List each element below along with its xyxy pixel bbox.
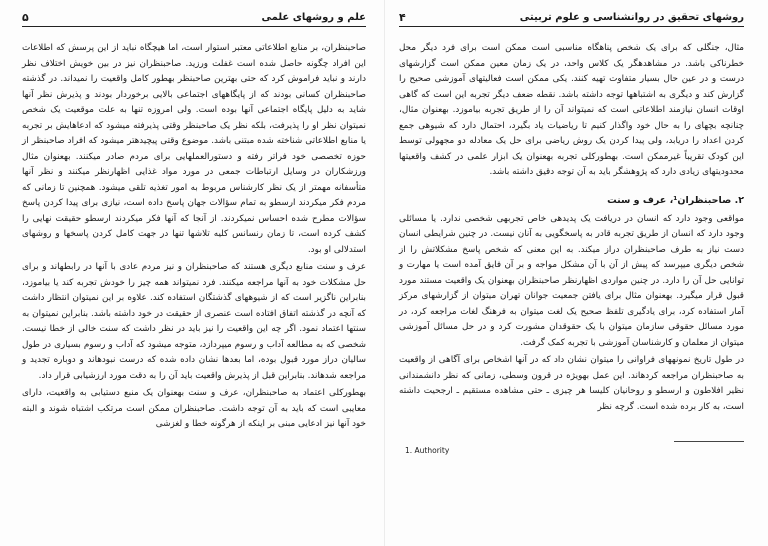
page-header: [399, 8, 744, 27]
body-paragraph: عرف و سنت منابع دیگری هستند که صاحبنظران و نیز مردم عادی با آنها در رابطهاند و برای حل مشکلات خود به آنها مراجعه میکنند. فرد نمیتواند همه چیز را خودش تجربه کند یا بیاموزد، بنابراین ناگزیر است که از شیوههای گذشتگان استفاده کند. علاوه بر این نمیتوان انتظار داشت که آنچه در گذشته اتفاق افتاده است عنصری از حقیقت در خود داشته باشد. بنابراین نمیتوان به سنتها اعتماد نمود. اگر چه این واقعیت را نیز باید در نظر داشت که سنت خالی از خطا نیست. شخصی که به مطالعه آداب و رسوم میپردازد، متوجه میشود که آداب و رسوم بسیاری در طول سالیان دراز مورد قبول بوده، اما بعدها نشان داده شده که درست نبودهاند و دوباره تجدید و مراجعه شدهاند. بنابراین قبل از پذیرش واقعیت باید آن را به دقت مورد ارزشیابی قرار داد.: [22, 262, 366, 381]
body-paragraph: صاحبنظران، بر منابع اطلاعاتی معتبر استوار است، اما هیچگاه نباید از این پرسش که اطلاعات این افراد چگونه حاصل شده است غفلت ورزید. صاحبنظران نیز در بین خویش اختلاف نظر دارند و نباید فراموش کرد که حتی بهترین صاحبنظر بهطور کامل واقعیت را نمیداند. در گذشته صاحبنظران کسانی بودند که از پایگاههای اجتماعی بالایی برخوردار بودند و پذیرش نظر آنها شاید به دلیل پایگاه اجتماعی آنها بوده است. ولی امروزه تنها به علت موقعیت یک شخص نمیتوان نظر او را پذیرفت، بلکه نظر یک صاحبنظر وقتی پذیرفته میشود که ادعاهایش بر تجربه یا منابع اطلاعاتی شناخته شده مبتنی باشد. موضوع وقتی پیچیدهتر میشود که افراد صاحبنظر از حوزه تخصصی خود فراتر رفته و دستورالعملهایی برای مردم صادر میکنند. بهعنوان مثال ورزشکاران در وسایل ارتباطات جمعی در مورد مواد غذایی اظهارنظر میکنند و نظر آنها متأسفانه مهمتر از یک نظر کارشناس مربوط به امور تغذیه تلقی میشود. همچنین تا زمانی که مردم فکر میکردند ارسطو به تمام سؤالات جهان پاسخ داده است، نیازی برای پیدا کردن پاسخ سؤالات مطرح شده احساس نمیکردند. از آنجا که آنها فکر میکردند ارسطو حقیقت نهایی را کشف کرده است، تا زمان رنسانس کلیه تلاشها تنها در جهت کامل کردن پاسخها و روشهای استدلالی او بود.: [22, 43, 366, 255]
body-paragraph: در طول تاریخ نمونههای فراوانی را میتوان نشان داد که در آنها اشخاص برای آگاهی از واقعیت به صاحبنظران مراجعه کردهاند. این عمل بهویژه در قرون وسطی، زمانی که نظر دانشمندانی نظیر افلاطون و ارسطو و روحانیان کلیسا هر چیزی ـ حتی مشاهده مستقیم ـ ارجحیت داشته است، به کار برده شده است. گرچه نظر: [399, 355, 744, 412]
header-title: علم و روشهای علمی: [261, 11, 366, 23]
footnote-divider: [674, 441, 744, 442]
right-page: [384, 0, 768, 546]
body-paragraph: مواقعی وجود دارد که انسان در دریافت یک پدیدهی خاص تجربهی شخصی ندارد. یا مسائلی وجود دارد که انسان از طریق تجربه قادر به پاسخگویی به آنان نیست. در چنین شرایطی انسان دست نیاز به طرف صاحبنظران دراز میکند. به این معنی که شخص پاسخ مشکلاتش را از شخص دیگری میپرسد که پیش از آن با آن مشکل مواجه و بر آن فایق آمده است یا مهارت و توانایی حل آن را دارد. در چنین مواردی اظهارنظر صاحبنظران بهعنوان یک واقعیت مستند مورد قبول قرار میگیرد. بهعنوان مثال برای یافتن جمعیت جوانان تهران میتوان از گزارشهای مرکز آمار استفاده کرد، برای یادگیری تلفظ صحیح یک لغت میتوان به فرهنگ لغات مراجعه کرد، در مورد مسائل حقوقی سازمان میتوان با یک حقوقدان مشورت کرد و در حل مسائل آموزشی میتوان از معلمان و کارشناسان آموزشی با تجربه کمک گرفت.: [399, 213, 744, 348]
page-number: ۵: [22, 10, 29, 24]
body-paragraph: بهطورکلی اعتماد به صاحبنظران، عرف و سنت بهعنوان یک منبع دستیابی به واقعیت، دارای معایبی است که باید به آن توجه داشت. صاحبنظران ممکن است مرتکب اشتباه شوند و البته خود آنها نیز ادعایی مبنی بر اینکه از هرگونه خطا و لغزشی: [22, 388, 366, 429]
page-number: ۴: [399, 10, 406, 24]
body-paragraph: مثال، جنگلی که برای یک شخص پناهگاه مناسبی است ممکن است برای فرد دیگر محل خطرناکی باشد. در مشاهدهگر یک کلاس واحد، در یک زمان معین ممکن است گزارشهای درست و در عین حال بسیار متفاوت تهیه کنند. یکی ممکن است فعالیتهای آموزشی صحیح را گزارش کند و دیگری به اشتباهها توجه داشته باشد. نقطه ضعف دیگر تجربه این است که گاهی اوقات انسان نیازمند اطلاعاتی است که نمیتواند آن را از طریق تجربه بیاموزد. بهعنوان مثال، چنانچه بچهای را به حال خود واگذار کنیم تا ریاضیات یاد بگیرد، احتمال دارد که شیوهی جمع کردن اعداد را دریابد، ولی پیدا کردن یک روش ریاضی برای حل یک معادله دو مجهولی توسط این کودک تقریباً غیرممکن است. بهطورکلی تجربه بهعنوان یک ابزار علمی در کشف واقعیتها محدودیتهای زیادی دارد که پژوهشگر باید به آن توجه دقیق داشته باشد.: [399, 43, 744, 177]
section-heading: ۲. صاحبنظران¹، عرف و سنت: [607, 194, 744, 206]
footnote: 1. Authority: [405, 446, 450, 455]
header-title: روشهای تحقیق در روانشناسی و علوم تربیتی: [519, 11, 744, 23]
page-header: [22, 8, 366, 27]
